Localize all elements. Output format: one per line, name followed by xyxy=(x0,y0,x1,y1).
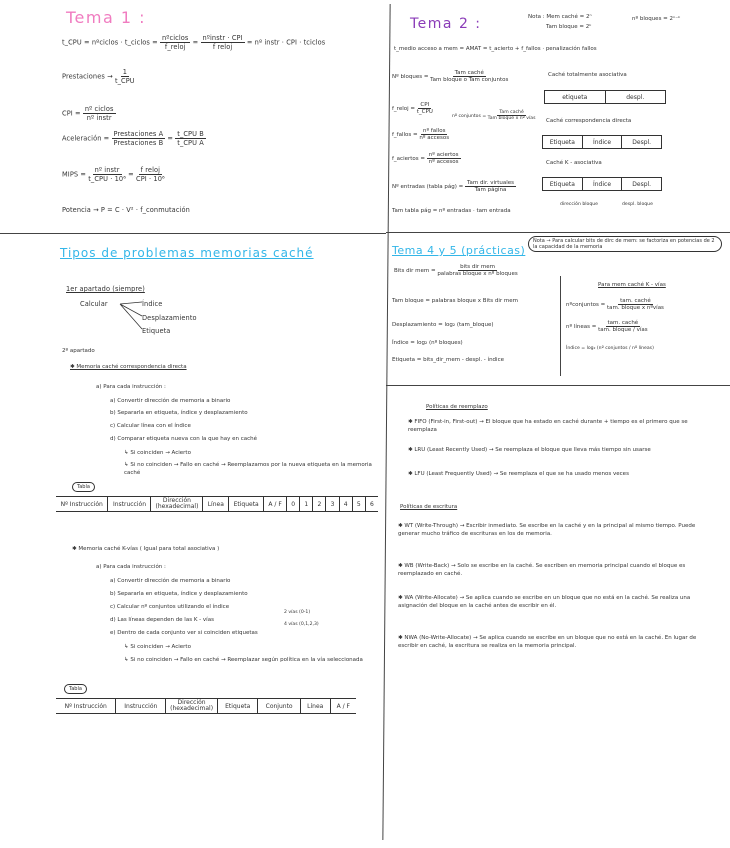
escritura-wb: ✱ WB (Write-Back) → Solo se escribe en la caché. Se escriben en memoria principal cuando el bloque es reemplazado en caché. xyxy=(398,563,686,577)
etiqueta-formula: Etiqueta = bits_dir_mem - despl. - índice xyxy=(392,357,504,363)
table-row xyxy=(56,699,356,714)
col-etiqueta: Etiqueta xyxy=(229,497,264,512)
kways-under-direccion: dirección bloque xyxy=(560,202,598,207)
table-kvias xyxy=(56,698,356,714)
prestaciones-formula: Prestaciones → $\frac{1}{\text{t\_CPU}}$ xyxy=(62,68,135,85)
table-directa xyxy=(56,496,378,512)
calcular-label: Calcular xyxy=(80,300,108,308)
vertical-divider xyxy=(382,4,390,840)
col-5: 5 xyxy=(352,497,365,512)
tamtabla-formula: Tam tabla pág = nº entradas · tam entrada xyxy=(392,208,511,214)
apartado2: 2º apartado xyxy=(62,348,95,354)
col-af: A / F xyxy=(264,497,287,512)
col-ninstr: Nº Instrucción xyxy=(64,702,107,710)
full-assoc-diagram xyxy=(544,90,666,104)
kvias-step-e: e) Dentro de cada conjunto ver si coinciden etiquetas xyxy=(110,630,258,636)
col-af: A / F xyxy=(330,699,356,714)
col-etiqueta: Etiqueta xyxy=(218,699,258,714)
directa-step-d: d) Comparar etiqueta nueva con la que hay en caché xyxy=(110,436,258,442)
tema45-separator xyxy=(560,276,561,376)
escritura-nwa: ✱ NWA (No-Write-Allocate) → Se aplica cuando se escribe en un bloque que no está en la caché. En lugar de escribir en caché, la escritura se realiza en la memoria principal. xyxy=(398,635,697,649)
nconjuntos-formula: nº conjuntos = $\frac{\text{Tam caché}}{\text{Tam bloque x nº vías}}$ xyxy=(452,110,536,121)
kways-diagram xyxy=(542,177,662,191)
col-linea: Línea xyxy=(203,497,229,512)
direct-label: Caché correspondencia directa xyxy=(546,118,632,124)
col-instr: Instrucción xyxy=(116,699,166,714)
bits-dir-formula: Bits dir mem = $\frac{\text{bits dir mem}}{\text{palabras bloque x nº bloques}}$ xyxy=(394,264,518,277)
field-despl: despl. xyxy=(626,93,645,101)
col-instr: Instrucción xyxy=(108,497,151,512)
tema45-title: Tema 4 y 5 (prácticas) xyxy=(392,244,526,257)
calc-etiqueta: Etiqueta xyxy=(142,327,171,335)
kways-label: Caché K - asociativa xyxy=(546,160,602,166)
col-dir: Dirección (hexadecimal) xyxy=(151,497,203,512)
col-4: 4 xyxy=(339,497,352,512)
calc-indice: Índice xyxy=(142,300,163,308)
tema2-note-bloque: Tam bloque = 2ᵏ xyxy=(546,24,592,30)
reemplazo-fifo: ✱ FIFO (First-in, First-out) → El bloque que ha estado en caché durante + tiempo es el primero que se reemplaza xyxy=(408,419,688,433)
horizontal-divider-right-2 xyxy=(386,385,730,386)
kvias-step-d: d) Las líneas dependen de las K - vías xyxy=(110,617,214,623)
potencia-formula: Potencia → P = C · V² · f_conmutación xyxy=(62,206,190,214)
col-2: 2 xyxy=(313,497,326,512)
tabla2-badge: Tabla xyxy=(64,684,87,694)
directa-step-a: a) Convertir dirección de memoria a binario xyxy=(110,398,231,404)
kways-under-despl: despl. bloque xyxy=(622,202,653,207)
aceleracion-formula: Aceleración = $\frac{\text{Prestaciones A}}{\text{Prestaciones B}}$ = $\frac{\text{t\_CPU B}}{\text{t\_CPU A}}$ xyxy=(62,130,204,147)
kvias-intro: a) Para cada instrucción : xyxy=(96,564,166,570)
col-0: 0 xyxy=(287,497,300,512)
escritura-title: Políticas de escritura xyxy=(400,504,458,510)
apartado1: 1er apartado (siempre) xyxy=(66,285,145,293)
tema2-note-nbloques: nº bloques = 2ⁿ⁻ᵏ xyxy=(632,16,681,22)
tema1-title: Tema 1 : xyxy=(66,8,147,27)
field-despl: Despl. xyxy=(632,138,652,146)
nconjuntos-formula: nºconjuntos = $\frac{\text{tam. caché}}{\text{tam. bloque x nºvías}}$ xyxy=(566,298,664,311)
directa-miss: ↳ Si no coinciden → Fallo en caché → Reemplazamos por la nueva etiqueta en la memoria caché xyxy=(124,462,372,476)
col-conjunto: Conjunto xyxy=(258,699,300,714)
nlineas-formula: nº líneas = $\frac{\text{tam. caché}}{\text{tam. bloque / vías}}$ xyxy=(566,320,648,333)
field-etiqueta: Etiqueta xyxy=(543,136,583,148)
indice-kvias-formula: Índice = log₂ (nº conjuntos / nº líneas) xyxy=(566,346,654,351)
escritura-wt: ✱ WT (Write-Through) → Escribir inmediato. Se escribe en la caché y en la principal al mismo tiempo. Puede generar mucho tráfico de escrituras en los de memoria. xyxy=(398,523,696,537)
kvias-hit: ↳ Si coinciden → Acierto xyxy=(124,644,191,650)
tema2-note-cache: Nota : Mem caché = 2ⁿ xyxy=(528,14,592,20)
reemplazo-lru: ✱ LRU (Least Recently Used) → Se reemplaza el bloque que lleva más tiempo sin usarse xyxy=(408,447,651,453)
tcpu-formula: t_CPU = nºciclos · t_ciclos = $\frac{\text{nºciclos}}{\text{f\_reloj}}$ = $\frac{\text{nºinstr · CPI}}{\text{f reloj}}$ = nº instr · CPI · tciclos xyxy=(62,34,326,51)
directa-step-c: c) Calcular línea con el índice xyxy=(110,423,191,429)
freloj-formula: f_reloj = $\frac{\text{CPI}}{\text{t\_CPU}}$ xyxy=(392,102,433,115)
tema2-title: Tema 2 : xyxy=(410,16,482,32)
reemplazo-lfu: ✱ LFU (Least Frequently Used) → Se reemplaza el que se ha usado menos veces xyxy=(408,471,629,477)
kvias-step-c: c) Calcular nº conjuntos utilizando el índice xyxy=(110,604,230,610)
directa-step-b: b) Separarla en etiqueta, índice y desplazamiento xyxy=(110,410,248,416)
ffallos-formula: f_fallos = $\frac{\text{nº fallos}}{\text{nº accesos}}$ xyxy=(392,128,450,141)
col-6: 6 xyxy=(365,497,378,512)
desplazamiento-formula: Desplazamiento = log₂ (tam_bloque) xyxy=(392,322,494,328)
cpi-formula: CPI = $\frac{\text{nº ciclos}}{\text{nº instr}}$ xyxy=(62,105,114,122)
col-3: 3 xyxy=(326,497,339,512)
mips-formula: MIPS = $\frac{\text{nº instr}}{\text{t\_CPU · 10⁶}}$ = $\frac{\text{f reloj}}{\text{CPI · 10⁶}}$ xyxy=(62,166,165,183)
kvias-subtitle: Para mem caché K - vías xyxy=(598,282,666,288)
direct-diagram xyxy=(542,135,662,149)
calcular-arrows xyxy=(118,296,144,332)
tambloque-formula: Tam bloque = palabras bloque x Bits dir mem xyxy=(392,298,518,304)
directa-hit: ↳ Si coinciden → Acierto xyxy=(124,450,191,456)
tema45-nota: Nota → Para calcular bits de dirc de mem: se factoriza en potencias de 2 la capacidad de la memoria xyxy=(528,236,722,252)
horizontal-divider-left xyxy=(0,233,386,234)
escritura-wa: ✱ WA (Write-Allocate) → Se aplica cuando se escribe en un bloque que no está en la caché. Se realiza una asignación del bloque en la caché antes de escribir en él. xyxy=(398,595,691,609)
field-indice: Índice xyxy=(583,178,623,190)
col-1: 1 xyxy=(300,497,313,512)
indice-formula: Índice = log₂ (nº bloques) xyxy=(392,340,463,346)
field-despl: Despl. xyxy=(632,180,652,188)
kvias-side-4: 4 vías (0,1,2,3) xyxy=(284,622,319,627)
nentradas-formula: Nº entradas (tabla pág) = $\frac{\text{Tam dir. virtuales}}{\text{Tam página}}$ xyxy=(392,180,515,193)
col-dir: Dirección (hexadecimal) xyxy=(166,699,218,714)
field-etiqueta: etiqueta xyxy=(545,91,606,103)
amat-formula: t_medio acceso a mem = AMAT = t_acierto + f_fallos · penalización fallos xyxy=(394,46,597,52)
directa-heading: ✱ Memoria caché correspondencia directa xyxy=(70,364,187,370)
nbloques-formula: Nº bloques = $\frac{\text{Tam caché}}{\text{Tam bloque o Tam conjuntos}}$ xyxy=(392,70,509,83)
tipos-title: Tipos de problemas memorias caché xyxy=(60,246,314,260)
field-indice: Índice xyxy=(583,136,623,148)
kvias-miss: ↳ Si no coinciden → Fallo en caché → Reemplazar según política en la vía seleccionada xyxy=(124,657,363,663)
col-linea: Línea xyxy=(300,699,330,714)
tabla1-badge: Tabla xyxy=(72,482,95,492)
kvias-heading: ✱ Memoria caché K-vías ( Igual para total asociativa ) xyxy=(72,546,220,552)
faciertos-formula: f_aciertos = $\frac{\text{nº aciertos}}{\text{nº accesos}}$ xyxy=(392,152,459,165)
calc-desplazamiento: Desplazamiento xyxy=(142,314,197,322)
directa-intro: a) Para cada instrucción : xyxy=(96,384,166,390)
kvias-step-b: b) Separarla en etiqueta, índice y desplazamiento xyxy=(110,591,248,597)
table-row xyxy=(56,497,378,512)
kvias-step-a: a) Convertir dirección de memoria a binario xyxy=(110,578,231,584)
full-assoc-label: Caché totalmente asociativa xyxy=(548,72,627,78)
horizontal-divider-right xyxy=(386,232,730,233)
field-etiqueta: Etiqueta xyxy=(543,178,583,190)
col-ninstr: Nº Instrucción xyxy=(60,500,103,508)
reemplazo-title: Políticas de reemplazo xyxy=(426,404,488,410)
kvias-side-2: 2 vías (0-1) xyxy=(284,610,311,615)
